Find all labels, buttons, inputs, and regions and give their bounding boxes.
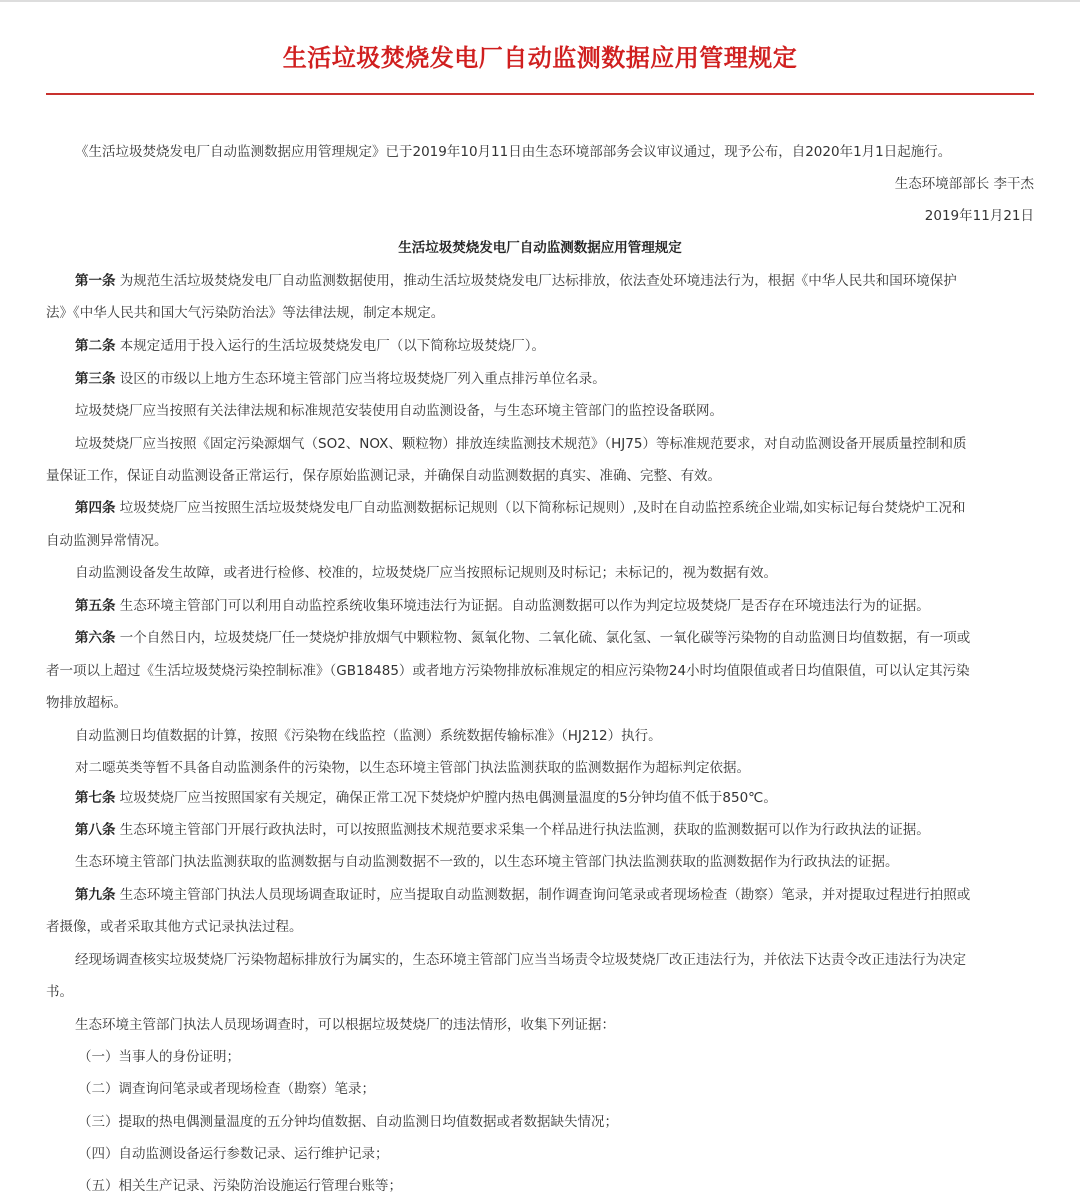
article-4-line-1: 垃圾焚烧厂应当按照生活垃圾焚烧发电厂自动监测数据标记规则（以下简称标记规则）,及时在自动监控系统企业端,如实标记每台焚烧炉工况和 xyxy=(119,500,966,516)
article-6-label: 第六条 xyxy=(75,630,116,646)
article-7-label: 第七条 xyxy=(75,790,116,806)
article-7 xyxy=(75,788,777,808)
evidence-item: （三）提取的热电偶测量温度的五分钟均值数据、自动监测日均值数据或者数据缺失情况； xyxy=(78,1114,618,1130)
article-3-paragraph-3-line-2: 量保证工作，保证自动监测设备正常运行，保存原始监测记录，并确保自动监测数据的真实、准确、完整、有效。 xyxy=(46,468,721,484)
article-5-label: 第五条 xyxy=(75,598,116,614)
article-6-line-3: 物排放超标。 xyxy=(46,695,127,711)
title-divider xyxy=(46,93,1034,95)
article-9-line-2: 者摄像，或者采取其他方式记录执法过程。 xyxy=(46,919,303,935)
article-7-text: 垃圾焚烧厂应当按照国家有关规定，确保正常工况下焚烧炉炉膛内热电偶测量温度的5分钟均值不低于850℃。 xyxy=(119,790,777,806)
article-3-label: 第三条 xyxy=(75,371,116,387)
article-6-line-1: 一个自然日内，垃圾焚烧厂任一焚烧炉排放烟气中颗粒物、氮氧化物、二氧化硫、氯化氢、一氧化碳等污染物的自动监测日均值数据，有一项或 xyxy=(119,630,971,646)
signing-date: 2019年11月21日 xyxy=(924,208,1034,224)
article-4-line-2: 自动监测异常情况。 xyxy=(46,533,168,549)
article-4 xyxy=(75,498,965,518)
signer: 生态环境部部长 李干杰 xyxy=(894,176,1034,192)
article-3-paragraph-2: 垃圾焚烧厂应当按照有关法律法规和标准规范安装使用自动监测设备，与生态环境主管部门的监控设备联网。 xyxy=(75,403,723,419)
article-9-line-1: 生态环境主管部门执法人员现场调查取证时，应当提取自动监测数据，制作调查询问笔录或者现场检查（勘察）笔录，并对提取过程进行拍照或 xyxy=(119,887,971,903)
article-9-label: 第九条 xyxy=(75,887,116,903)
article-1-line-1: 为规范生活垃圾焚烧发电厂自动监测数据使用，推动生活垃圾焚烧发电厂达标排放，依法查处环境违法行为，根据《中华人民共和国环境保护 xyxy=(119,273,957,289)
article-6 xyxy=(75,628,970,648)
document-title: 生活垃圾焚烧发电厂自动监测数据应用管理规定 xyxy=(282,44,798,72)
article-9 xyxy=(75,885,970,905)
article-1-label: 第一条 xyxy=(75,273,116,289)
article-8-text: 生态环境主管部门开展行政执法时，可以按照监测技术规范要求采集一个样品进行执法监测，获取的监测数据可以作为行政执法的证据。 xyxy=(119,822,930,838)
article-5 xyxy=(75,596,930,616)
article-1 xyxy=(75,271,957,291)
evidence-item: （五）相关生产记录、污染防治设施运行管理台账等； xyxy=(78,1178,402,1194)
evidence-item: （二）调查询问笔录或者现场检查（勘察）笔录； xyxy=(78,1081,375,1097)
article-8-label: 第八条 xyxy=(75,822,116,838)
article-3 xyxy=(75,369,606,389)
evidence-item: （一）当事人的身份证明； xyxy=(78,1049,240,1065)
article-9-paragraph-2-line-1: 经现场调查核实垃圾焚烧厂污染物超标排放行为属实的，生态环境主管部门应当当场责令垃圾焚烧厂改正违法行为，并依法下达责令改正违法行为决定 xyxy=(75,952,966,968)
article-2-label: 第二条 xyxy=(75,338,116,354)
article-1-line-2: 法》《中华人民共和国大气污染防治法》等法律法规，制定本规定。 xyxy=(46,305,445,321)
regulation-subtitle: 生活垃圾焚烧发电厂自动监测数据应用管理规定 xyxy=(398,240,682,256)
article-6-line-2: 者一项以上超过《生活垃圾焚烧污染控制标准》（GB18485）或者地方污染物排放标准规定的相应污染物24小时均值限值或者日均值限值，可以认定其污染 xyxy=(46,663,970,679)
article-2 xyxy=(75,336,545,356)
evidence-item: （四）自动监测设备运行参数记录、运行维护记录； xyxy=(78,1146,389,1162)
article-9-paragraph-3: 生态环境主管部门执法人员现场调查时，可以根据垃圾焚烧厂的违法情形，收集下列证据： xyxy=(75,1017,615,1033)
article-8-paragraph-2: 生态环境主管部门执法监测获取的监测数据与自动监测数据不一致的，以生态环境主管部门执法监测获取的监测数据作为行政执法的证据。 xyxy=(75,854,899,870)
top-divider xyxy=(0,0,1080,2)
article-8 xyxy=(75,820,930,840)
article-5-text: 生态环境主管部门可以利用自动监控系统收集环境违法行为证据。自动监测数据可以作为判定垃圾焚烧厂是否存在环境违法行为的证据。 xyxy=(119,598,930,614)
article-3-text: 设区的市级以上地方生态环境主管部门应当将垃圾焚烧厂列入重点排污单位名录。 xyxy=(119,371,606,387)
article-2-text: 本规定适用于投入运行的生活垃圾焚烧发电厂（以下简称垃圾焚烧厂）。 xyxy=(119,338,546,354)
article-6-paragraph-3: 对二噁英类等暂不具备自动监测条件的污染物，以生态环境主管部门执法监测获取的监测数据作为超标判定依据。 xyxy=(75,760,750,776)
article-4-paragraph-2: 自动监测设备发生故障，或者进行检修、校准的，垃圾焚烧厂应当按照标记规则及时标记；未标记的，视为数据有效。 xyxy=(75,565,777,581)
article-4-label: 第四条 xyxy=(75,500,116,516)
article-6-paragraph-2: 自动监测日均值数据的计算，按照《污染物在线监控（监测）系统数据传输标准》（HJ212）执行。 xyxy=(75,728,662,744)
article-9-paragraph-2-line-2: 书。 xyxy=(46,984,73,1000)
announcement: 《生活垃圾焚烧发电厂自动监测数据应用管理规定》已于2019年10月11日由生态环境部部务会议审议通过，现予公布，自2020年1月1日起施行。 xyxy=(75,144,952,160)
article-3-paragraph-3-line-1: 垃圾焚烧厂应当按照《固定污染源烟气（SO2、NOX、颗粒物）排放连续监测技术规范》（HJ75）等标准规范要求，对自动监测设备开展质量控制和质 xyxy=(75,436,967,452)
